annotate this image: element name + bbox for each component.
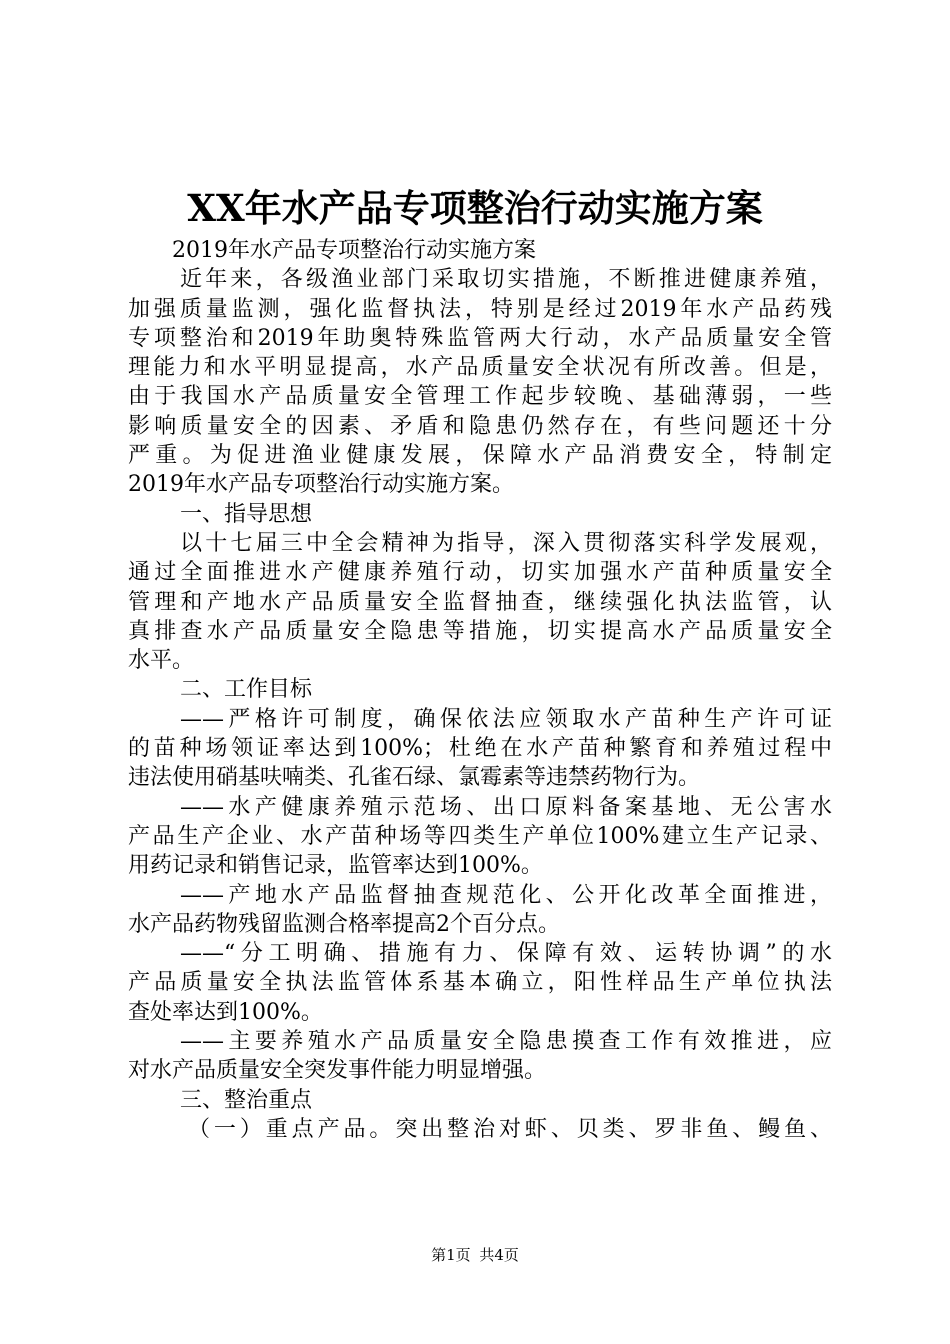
document-subtitle: 2019年水产品专项整治行动实施方案 [172, 238, 536, 263]
document-body [128, 236, 832, 1144]
text-line: 以十七届三中全会精神为指导，深入贯彻落实科学发展观， [180, 530, 832, 556]
text-line: 用药记录和销售记录，监管率达到100%。 [128, 853, 543, 879]
text-line: ——产地水产品监督抽查规范化、公开化改革全面推进， [180, 882, 832, 908]
text-line: ——严格许可制度，确保依法应领取水产苗种生产许可证 [180, 706, 832, 732]
text-line: 理能力和水平明显提高，水产品质量安全状况有所改善。但是， [128, 355, 832, 381]
text-line: ——“分工明确、措施有力、保障有效、运转协调”的水 [180, 941, 832, 967]
text-line: 水产品药物残留监测合格率提高2个百分点。 [128, 911, 560, 937]
text-line: 加强质量监测，强化监督执法，特别是经过2019年水产品药残 [128, 296, 832, 322]
text-line: ——主要养殖水产品质量安全隐患摸查工作有效推进，应 [180, 1029, 832, 1055]
text-line: （一）重点产品。突出整治对虾、贝类、罗非鱼、鳗鱼、 [188, 1116, 832, 1142]
total-pages: 共4页 [479, 1246, 519, 1264]
text-line: 真排查水产品质量安全隐患等措施，切实提高水产品质量安全 [128, 618, 832, 644]
text-line: ——水产健康养殖示范场、出口原料备案基地、无公害水 [180, 794, 832, 820]
page-footer [0, 1245, 950, 1265]
text-line: 产品生产企业、水产苗种场等四类生产单位100%建立生产记录、 [128, 823, 832, 849]
text-line: 三、整治重点 [180, 1087, 313, 1113]
text-line: 严重。为促进渔业健康发展，保障水产品消费安全，特制定 [128, 443, 832, 469]
text-line: 通过全面推进水产健康养殖行动，切实加强水产苗种质量安全 [128, 560, 832, 586]
text-line: 对水产品质量安全突发事件能力明显增强。 [128, 1058, 547, 1084]
text-line: 影响质量安全的因素、矛盾和隐患仍然存在，有些问题还十分 [128, 413, 832, 439]
text-line: 的苗种场领证率达到100%；杜绝在水产苗种繁育和养殖过程中 [128, 736, 832, 762]
text-line: 产品质量安全执法监管体系基本确立，阳性样品生产单位执法 [128, 970, 832, 996]
text-line: 查处率达到100%。 [128, 999, 323, 1025]
text-line: 2019年水产品专项整治行动实施方案。 [128, 472, 514, 498]
text-line: 管理和产地水产品质量安全监督抽查，继续强化执法监管，认 [128, 589, 832, 615]
text-line: 水平。 [128, 648, 195, 674]
text-line: 近年来，各级渔业部门采取切实措施，不断推进健康养殖， [180, 267, 832, 293]
text-line: 违法使用硝基呋喃类、孔雀石绿、氯霉素等违禁药物行为。 [128, 765, 701, 791]
text-line: 二、工作目标 [180, 677, 313, 703]
text-line: 一、指导思想 [180, 501, 313, 527]
text-line: 由于我国水产品质量安全管理工作起步较晚、基础薄弱，一些 [128, 384, 832, 410]
page-number: 第1页 [431, 1246, 471, 1264]
document-title: XX年水产品专项整治行动实施方案 [187, 186, 763, 230]
text-line: 专项整治和2019年助奥特殊监管两大行动，水产品质量安全管 [128, 325, 832, 351]
